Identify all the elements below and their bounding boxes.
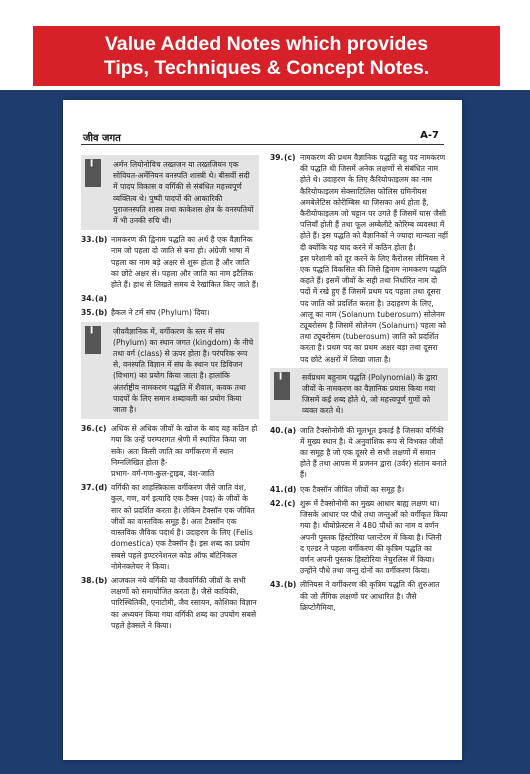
question-item (81, 293, 259, 304)
answer-text: नामकरण की प्रथम वैज्ञानिक पद्धति बहु पद नामकरण की पद्धति थी जिसमें अनेक लक्षणों से संबंधित नाम होते थे। उदाहरण के लिए कैरियोफाइलम का नाम कैरियोफाइलम सेक्साटिलिस फोलिस ग्रमिनीयस अमबेलेटिस कोरीम्बिस था जिसका अर्थ होता है, कैरीयोफाइलम जो चट्टान पर उगते हैं जिसमें घास जैसी पत्तियाँ होती हैं तथा फूल अम्बेलीटे कोरिम्ब व्यवस्था में होते हैं। इस पद्धति को वैज्ञानिकों ने ज्यादा मान्यता नहीं दी क्योंकि यह याद करने में कठिन होता है। (300, 153, 448, 252)
question-item (270, 425, 448, 481)
question-number: 33. (81, 235, 95, 245)
answer-text: शुरू में टैक्सोनोमी का मुख्य आधार बाह्य लक्षण था। जिसके आधार पर पौधे तथा जन्तुओं को वर्गीकृत किया गया है। थीयोफ्रेस्टस ने 480 पौधों का नाम व वर्णन अपनी पुस्तक हिस्टोरिया प्लान्टेरम में किया है। प्लिनी द एल्डर ने पहला वर्गीकरण की कृत्रिम पद्धति का वर्णन अपनी पुस्तक हिस्टोरिया नेचुरलिस में किया। उन्होंने पौधे तथा जन्तु दोनों का वर्गीकरण किया। (300, 498, 448, 576)
question-item (270, 498, 448, 576)
note-text: सर्वप्रथम बहुनाम पद्धति (Polynomial) के द्वारा जीवों के नामकरण का वैज्ञानिक प्रयास किया गया जिसमें कई शब्द होते थे, जो महत्त्वपूर्ण गुणों को व्यक्त करते थे। (302, 372, 438, 416)
answer-text: लीनियस ने वर्गीकरण की कृत्रिम पद्धति की शुरुआत की जो लैंगिक लक्षणों पर आधारित है। जैसे क्रिप्टोगैमिया, (300, 580, 440, 612)
note-tag-icon: ▍ (274, 372, 290, 400)
question-number: 41. (270, 484, 284, 494)
promo-banner (33, 26, 500, 86)
question-number: 42. (270, 498, 284, 508)
question-item (81, 234, 259, 290)
question-number: 36. (81, 424, 95, 434)
header-divider (81, 144, 444, 145)
question-item (270, 579, 448, 613)
answer-option: (d) (284, 484, 297, 494)
question-item (81, 423, 259, 479)
question-item (270, 152, 448, 365)
answer-option: (c) (284, 153, 296, 162)
answer-text: अधिक से अधिक जीवों के खोज के बाद यह कठिन हो गया कि उन्हें परम्परागत श्रेणी में स्थापित किया जा सके। अतः किसी जाति का वर्गीकरण में स्थान निम्नलिखित होता है- (111, 424, 258, 467)
question-item (81, 575, 259, 631)
answer-option: (a) (95, 294, 108, 304)
answer-text: आजकल नये वर्गिकी या जैववर्गिकी जीवों के सभी लक्षणों को समायोजित करता है। जैसे कायिकी, पारिस्थितिकी, एनाटोमी, जैव रसायन, कोशिका विज्ञान का अध्ययन किया गया वर्गिकी शब्द का उपयोग सबसे पहले हेक्सले ने किया। (111, 575, 257, 630)
note-tag-icon: ▍ (85, 326, 101, 354)
question-number: 43. (270, 580, 284, 590)
note-box (270, 368, 448, 421)
answer-option: (d) (95, 483, 108, 493)
banner-line-2: Tips, Techniques & Concept Notes. (103, 57, 430, 79)
question-item (270, 484, 448, 495)
answer-option: (b) (95, 575, 108, 585)
answer-option: (c) (284, 498, 296, 508)
answer-option: (b) (95, 235, 108, 245)
note-tag-icon: ▍ (85, 159, 101, 187)
question-number: 37. (81, 483, 95, 493)
question-number: 35. (81, 308, 95, 318)
answer-text: जाति टैक्सोनोमी की मूलभूत इकाई है जिसका वर्गिकी में मुख्य स्थान है। ये अनुवांशिक रूप से विभक्त जीवों का समूह है जो एक दूसरे से सभी लक्षणों में समान होते हैं तथा आपस में प्रजनन द्वारा (उर्वर) संतान बनाते हैं। (300, 425, 447, 480)
answer-text: हैकल ने टर्म संघ (Phylum) दिया। (111, 308, 210, 318)
note-text: अर्मन लियोनोविच तख्तजन या तख्तजियन एक सोवियत-अर्मेनियन वनस्पति शास्त्री थे। बीसवीं सदी में पादप विकास व वर्गिकी से संबंधित महत्त्वपूर्ण व्यक्तित्व थे। पुष्पी पादपों की आकारिकी पुराजनस्पति शास्त्र तथा काकेशस क्षेत्र के वनस्पतियों में भी उनकी रुचि थी। (113, 160, 254, 226)
answer-text: वर्गिकी का शाहस्त्रिकास वर्गीकरण जैसे जाति वंश, कुल, गण, वर्ग इत्यादि एक टैक्स (पद) के जीवों के सार को प्रदर्शित करता है। लेकिन टैक्सॉन एक जीवित जीवों का वास्तविक समूह है। अतः टैक्सॉन एक वास्तविक जैविक पदार्थ है। उदाहरण के लिए (Felis domestica) एक टैक्सॉन है। इस शब्द का प्रयोग सबसे पहले इण्टरनेशनल कोड ऑफ बॉटेनिकल नोमेनक्लेचर ने किया। (111, 483, 255, 571)
hierarchy-order: प्रभाग- वर्ग-गण-कुल-ट्राइब, वंश-जाति (111, 469, 215, 479)
note-text: जीववैज्ञानिक में, वर्गीकरण के स्तर में संघ (Phylum) का स्थान जगत (kingdom) के नीचे तथा वर्ग (class) से ऊपर होता है। परंपरिक रूप से, वनस्पति विज्ञान में संघ के स्थान पर डिविजन (विभाग) का प्रयोग किया जाता है। हालांकि अंतर्राष्ट्रीय नामकरण पद्धति में शैवाल, कवक तथा पादपों के लिए समान शब्दावली का प्रयोग किया जाता है। (113, 326, 254, 415)
book-page (63, 100, 462, 760)
question-item (81, 482, 259, 572)
question-number: 40. (270, 425, 284, 435)
note-box (81, 322, 259, 420)
answer-text-continued: इस परेशानी को दूर करने के लिए कैरोलस लीनियस ने एक पद्धति विकसित की जिसे द्विनाम नामकरण पद्धति कहते हैं। इसमें जीवों के सही तथा निर्धारित नाम दो पदों में रखे हुए हैं जिसमें प्रथम पद पहला तथा दूसरा पद जाति को प्रदर्शित करता है। उदाहरण के लिए, आलू का नाम (Solanum tuberosum) सोलेनम ट्यूबरोसम है जिसमें सोलेनम (Solanum) पहला को तथा ट्यूबरोसम (tuberosum) जाति को प्रदर्शित करता है। प्रथम पद का प्रथम अक्षर बड़ा तथा दूसरा पद छोटे अक्षरों में लिखा जाता है। (300, 253, 447, 364)
question-number: 39. (270, 153, 284, 162)
answer-text: नामकरण की द्विनाम पद्धति का अर्थ है एक वैज्ञानिक नाम जो पहला दो जाति से बना हो। अंग्रेजी भाषा में पहला का नाम बड़े अक्षर से शुरू होता है और जाति का छोटे अक्षर से। पहला और जाति का नाम इटैलिक होते हैं। हाथ से लिखते समय ये रेखांकित किए जाते हैं। (111, 235, 259, 290)
answer-option: (a) (284, 425, 297, 435)
left-column (81, 152, 259, 634)
question-number: 34. (81, 294, 95, 304)
question-item (81, 307, 259, 318)
page-number: A-7 (420, 130, 439, 141)
question-number: 38. (81, 575, 95, 585)
note-box (81, 155, 259, 230)
answer-text: एक टैक्सॉन जीवित जीवों का समूह है। (300, 484, 405, 494)
chapter-title: जीव जगत (83, 133, 121, 144)
answer-option: (c) (95, 424, 107, 434)
banner-line-1: Value Added Notes which provides (104, 33, 429, 55)
answer-option: (b) (95, 308, 108, 318)
right-column (270, 152, 448, 616)
answer-option: (b) (284, 580, 297, 590)
